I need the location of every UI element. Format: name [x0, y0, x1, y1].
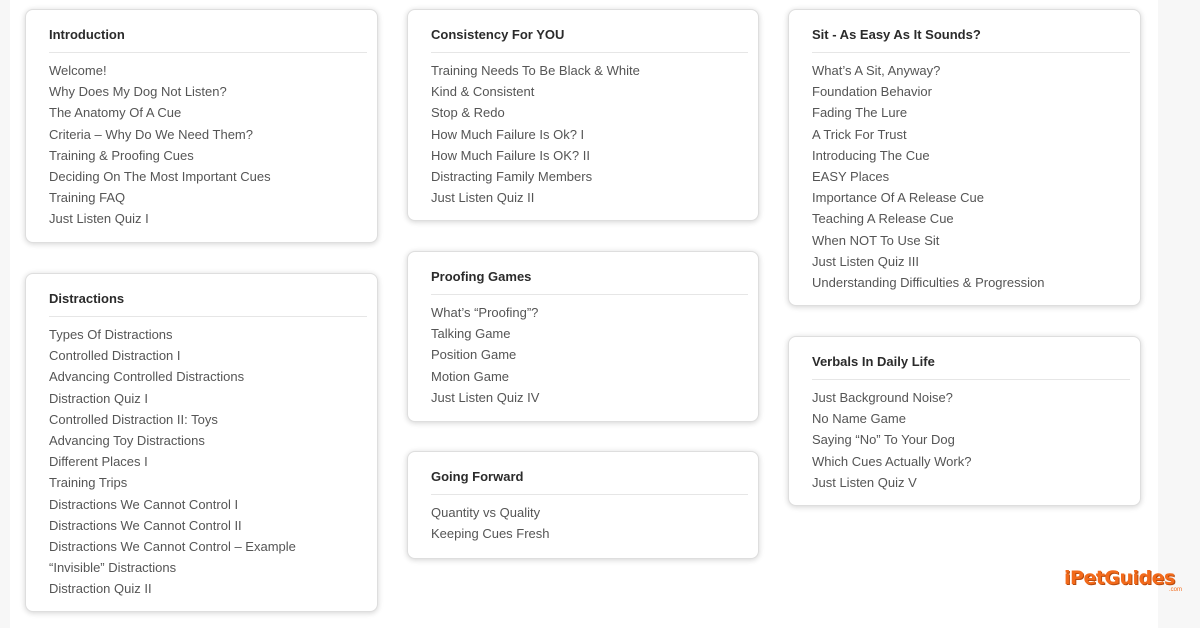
module-title: Going Forward [431, 469, 748, 495]
lesson-link[interactable]: Kind & Consistent [431, 84, 535, 100]
lesson-link[interactable]: Just Listen Quiz V [812, 474, 917, 490]
lesson-link[interactable]: When NOT To Use Sit [812, 232, 940, 248]
lesson-link[interactable]: Advancing Toy Distractions [49, 433, 205, 449]
module-title: Consistency For YOU [431, 27, 748, 53]
lesson-link[interactable]: EASY Places [812, 169, 890, 185]
lesson-link[interactable]: Why Does My Dog Not Listen? [49, 84, 227, 100]
lesson-link[interactable]: Different Places I [49, 454, 148, 470]
lesson-link[interactable]: Introducing The Cue [812, 147, 930, 163]
lesson-link[interactable]: Position Game [431, 347, 517, 363]
lesson-link[interactable]: Motion Game [431, 368, 510, 384]
lesson-link[interactable]: How Much Failure Is OK? II [431, 147, 590, 163]
lesson-link[interactable]: How Much Failure Is Ok? I [431, 126, 585, 142]
lesson-link[interactable]: Criteria – Why Do We Need Them? [49, 126, 253, 142]
module-title: Verbals In Daily Life [812, 354, 1130, 380]
lesson-link[interactable]: The Anatomy Of A Cue [49, 105, 182, 121]
lesson-list [789, 53, 1140, 293]
module-title: Proofing Games [431, 269, 748, 295]
lesson-link[interactable]: Quantity vs Quality [431, 505, 541, 520]
lesson-list [408, 495, 758, 544]
lesson-link[interactable]: Fading The Lure [812, 105, 908, 121]
lesson-link[interactable]: Stop & Redo [431, 105, 505, 121]
lesson-link[interactable]: Distractions We Cannot Control II [49, 517, 242, 533]
module-card-proofing-games [407, 251, 759, 422]
lesson-link[interactable]: Just Listen Quiz II [431, 190, 535, 206]
lesson-link[interactable]: Training Trips [49, 475, 128, 491]
lesson-link[interactable]: Keeping Cues Fresh [431, 526, 550, 542]
lesson-link[interactable]: Controlled Distraction I [49, 348, 181, 364]
lesson-link[interactable]: Importance Of A Release Cue [812, 190, 984, 206]
lesson-link[interactable]: Training Needs To Be Black & White [431, 63, 640, 78]
lesson-link[interactable]: A Trick For Trust [812, 126, 907, 142]
lesson-link[interactable]: Advancing Controlled Distractions [49, 369, 245, 385]
lesson-link[interactable]: Foundation Behavior [812, 84, 932, 100]
lesson-link[interactable]: Welcome! [49, 63, 107, 78]
lesson-link[interactable]: “Invisible” Distractions [49, 560, 177, 576]
module-card-introduction [25, 9, 378, 243]
lesson-link[interactable]: Types Of Distractions [49, 327, 173, 342]
lesson-link[interactable]: Distraction Quiz I [49, 390, 148, 406]
lesson-link[interactable]: Just Listen Quiz I [49, 211, 149, 227]
lesson-list [26, 317, 377, 600]
lesson-link[interactable]: Distraction Quiz II [49, 581, 152, 597]
lesson-link[interactable]: Controlled Distraction II: Toys [49, 411, 218, 427]
lesson-link[interactable]: Just Listen Quiz III [812, 253, 919, 269]
module-title: Distractions [49, 291, 367, 317]
lesson-link[interactable]: Saying “No” To Your Dog [812, 432, 955, 448]
module-card-consistency [407, 9, 759, 221]
lesson-link[interactable]: Deciding On The Most Important Cues [49, 169, 271, 185]
lesson-link[interactable]: Understanding Difficulties & Progression [812, 275, 1045, 291]
module-title: Introduction [49, 27, 367, 53]
module-card-distractions [25, 273, 378, 612]
lesson-link[interactable]: Distractions We Cannot Control I [49, 496, 239, 512]
lesson-list [789, 380, 1140, 493]
lesson-link[interactable]: Distracting Family Members [431, 169, 593, 185]
lesson-link[interactable]: Distractions We Cannot Control – Example [49, 539, 296, 555]
logo-tld-text: .com [1168, 587, 1182, 593]
lesson-link[interactable]: Training & Proofing Cues [49, 147, 194, 163]
lesson-list [408, 53, 758, 208]
lesson-link[interactable]: Talking Game [431, 326, 511, 342]
lesson-list [408, 295, 758, 408]
lesson-link[interactable]: What’s A Sit, Anyway? [812, 63, 941, 78]
module-card-sit [788, 9, 1141, 306]
lesson-link[interactable]: What’s “Proofing”? [431, 305, 539, 320]
module-card-going-forward [407, 451, 759, 559]
module-title: Sit - As Easy As It Sounds? [812, 27, 1130, 53]
module-card-verbals [788, 336, 1141, 506]
lesson-link[interactable]: Teaching A Release Cue [812, 211, 954, 227]
lesson-link[interactable]: Training FAQ [49, 190, 126, 206]
lesson-link[interactable]: Just Background Noise? [812, 390, 953, 405]
logo-brand-text: iPetGuides [1064, 567, 1175, 589]
lesson-link[interactable]: No Name Game [812, 411, 906, 427]
ipetguides-logo[interactable] [1064, 566, 1188, 598]
lesson-link[interactable]: Just Listen Quiz IV [431, 389, 540, 405]
lesson-link[interactable]: Which Cues Actually Work? [812, 453, 972, 469]
lesson-list [26, 53, 377, 230]
